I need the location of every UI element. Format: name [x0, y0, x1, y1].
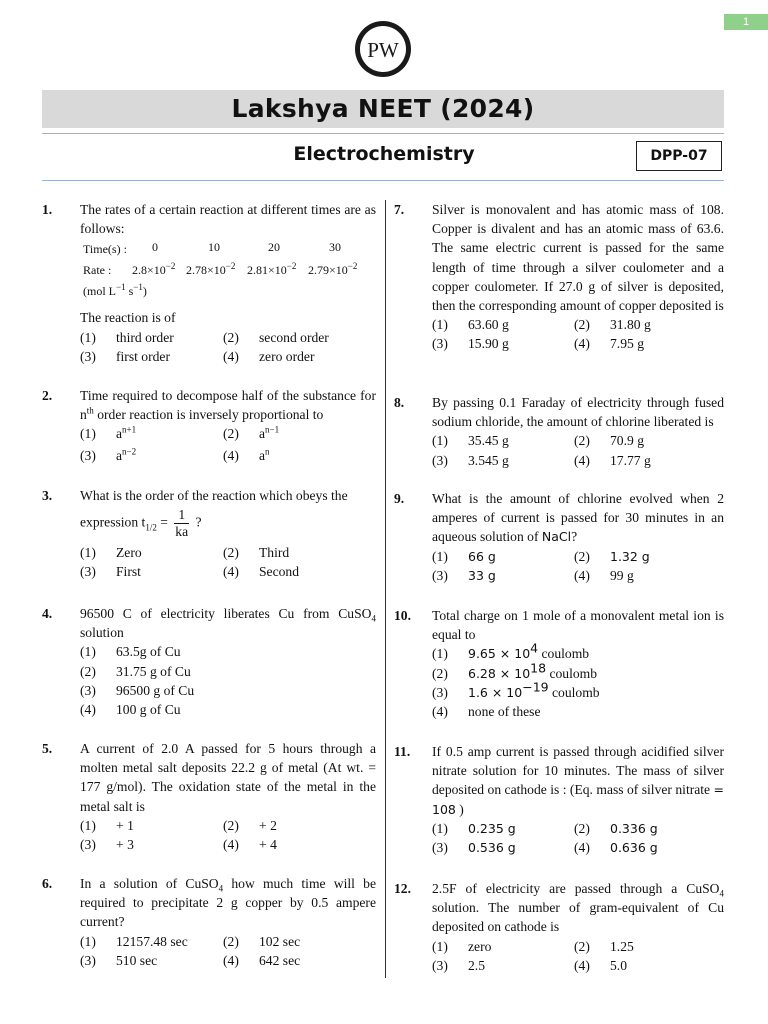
question-number: 12. — [394, 881, 411, 896]
question-5 — [42, 739, 376, 854]
table-cell: $2.78\times 10^{-2}$ — [186, 261, 236, 278]
options: (1) + 1 (2) + 2 (3) + 3 (4) + 4 — [80, 816, 376, 854]
question-number: 6. — [42, 876, 53, 891]
question-number: 1. — [42, 202, 53, 217]
table-cell: 0 — [152, 240, 158, 255]
option-2[interactable]: 1.32 g — [610, 548, 650, 564]
options: (1) third order (2) second order (3) first order (4) zero order — [80, 328, 376, 366]
question-number: 3. — [42, 488, 53, 503]
option-2[interactable]: $a^{n-1}$ — [259, 424, 280, 442]
subject-heading: Electrochemistry — [293, 143, 475, 165]
document-title: Lakshya NEET (2024) — [231, 94, 535, 123]
question-text: Total charge on 1 mole of a monovalent metal ion is equal to — [432, 608, 724, 643]
logo-text: PW — [367, 38, 399, 62]
option-1[interactable]: Zero — [116, 545, 142, 561]
options: (1) $a^{n+1}$ (2) $a^{n-1}$ (3) $a^{n-2}$ (4) $a^n$ — [80, 424, 376, 464]
options: (1) 12157.48 sec (2) 102 sec (3) 510 sec (4) 642 sec — [80, 932, 376, 970]
option-1[interactable]: 63.5g of Cu — [116, 644, 181, 660]
option-3[interactable]: 96500 g of Cu — [116, 682, 195, 698]
option-3[interactable]: 15.90 g — [468, 336, 509, 352]
question-number: 10. — [394, 608, 411, 623]
question-7 — [394, 200, 724, 354]
option-3[interactable]: first order — [116, 348, 170, 364]
question-4 — [42, 604, 376, 719]
option-4[interactable]: 99 g — [610, 567, 634, 583]
question-number: 7. — [394, 202, 405, 217]
divider-bottom — [42, 180, 724, 181]
option-4[interactable]: $a^n$ — [259, 446, 270, 463]
options: (1) Zero (2) Third (3) First (4) Second — [80, 543, 376, 581]
question-12 — [394, 879, 724, 975]
question-text: Time required to decompose half of the substance for $n^{th}$ order reaction is inversely proportional to — [80, 388, 376, 423]
option-1[interactable]: + 1 — [116, 817, 134, 833]
option-3[interactable]: $a^{n-2}$ — [116, 446, 137, 463]
options: (1) $9.65 \times 10^4$ coulomb (2) $6.28 \times 10^{18}$ coulomb (3) $1.6 \times 10^{-19}$ coulomb (4) none of these — [432, 644, 724, 721]
option-4[interactable]: Second — [259, 564, 300, 580]
option-2[interactable]: second order — [259, 329, 329, 345]
option-2[interactable]: 31.75 g of Cu — [116, 663, 191, 679]
table-cell: 30 — [329, 240, 341, 255]
question-text: If 0.5 amp current is passed through acidified silver nitrate solution for 10 minutes. The mass of silver deposited on cathode is : (Eq. mass of silver nitrate = 108 ) — [432, 744, 724, 817]
question-1 — [42, 200, 376, 366]
option-1[interactable]: third order — [116, 329, 174, 345]
question-9 — [394, 489, 724, 585]
option-1[interactable]: $9.65 \times 10^4$ coulomb — [468, 640, 590, 662]
question-number: 2. — [42, 388, 53, 403]
option-1[interactable]: 66 g — [468, 548, 496, 564]
option-2[interactable]: 102 sec — [259, 933, 301, 949]
question-number: 9. — [394, 491, 405, 506]
option-2[interactable]: Third — [259, 545, 290, 561]
option-4[interactable]: zero order — [259, 348, 315, 364]
question-text: Silver is monovalent and has atomic mass of 108. Copper is divalent and has an atomic mass of 63.6. The same electric current is passed for the same length of time through a silver coulometer and a copper coulometer. If 27.0 g of silver is deposited, then the corresponding amount of copper deposited is — [432, 202, 724, 314]
option-2[interactable]: + 2 — [259, 817, 277, 833]
option-3[interactable]: + 3 — [116, 837, 134, 852]
option-1[interactable]: 35.45 g — [468, 433, 509, 449]
divider-top — [42, 133, 724, 134]
option-1[interactable]: 0.235 g — [468, 820, 516, 836]
option-4[interactable]: 5.0 — [610, 957, 627, 973]
options: (1) 66 g (2) 1.32 g (3) 33 g (4) 99 g — [432, 547, 724, 585]
question-number: 8. — [394, 395, 405, 410]
question-number: 5. — [42, 741, 53, 756]
option-4[interactable]: 642 sec — [259, 952, 301, 968]
option-4[interactable]: none of these — [468, 703, 541, 719]
time-label: Time(s) : — [83, 242, 127, 257]
option-2[interactable]: 0.336 g — [610, 820, 658, 836]
option-2[interactable]: 1.25 — [610, 938, 634, 954]
option-4[interactable]: + 4 — [259, 837, 277, 852]
question-text: In a solution of CuSO$_4$ how much time will be required to precipitate 2 g copper by 0.5 ampere current? — [80, 876, 376, 930]
option-2[interactable]: 70.9 g — [610, 433, 644, 449]
rate-unit: (mol $L^{-1}$ $s^{-1}$) — [83, 282, 147, 299]
pw-logo-icon — [354, 20, 412, 78]
options: (1) 63.60 g (2) 31.80 g (3) 15.90 g (4) 7.95 g — [432, 315, 724, 353]
question-text: What is the order of the reaction which obeys the — [80, 488, 348, 503]
option-4[interactable]: 100 g of Cu — [116, 701, 181, 717]
title-banner — [42, 90, 724, 128]
options: (1) zero (2) 1.25 (3) 2.5 (4) 5.0 — [432, 937, 724, 975]
option-4[interactable]: 0.636 g — [610, 840, 658, 855]
option-2[interactable]: 31.80 g — [610, 317, 651, 333]
table-cell: $2.79\times 10^{-2}$ — [308, 261, 358, 278]
question-text: The reaction is of — [80, 310, 176, 326]
option-3[interactable]: 33 g — [468, 567, 496, 583]
question-text: The rates of a certain reaction at different times are as follows: — [80, 202, 376, 237]
question-3 — [42, 486, 376, 582]
option-1[interactable]: 63.60 g — [468, 317, 509, 333]
question-2 — [42, 386, 376, 465]
dpp-label: DPP-07 — [636, 141, 722, 171]
question-text: A current of 2.0 A passed for 5 hours through a molten metal salt deposits 22.2 g of metal (At wt. = 177 g/mol). The oxidation state of the metal in the metal salt is — [80, 741, 376, 814]
question-number: 11. — [394, 744, 411, 759]
table-cell: $2.8\times 10^{-2}$ — [132, 261, 176, 278]
question-10 — [394, 606, 724, 721]
table-cell: 20 — [268, 240, 280, 255]
option-3[interactable]: 0.536 g — [468, 840, 516, 855]
option-4[interactable]: 7.95 g — [610, 336, 644, 352]
option-1[interactable]: zero — [468, 938, 492, 954]
question-text: 96500 C of electricity liberates Cu from CuSO$_4$ solution — [80, 606, 376, 641]
option-3[interactable]: 510 sec — [116, 952, 158, 968]
rate-table — [80, 238, 376, 298]
question-text: 2.5F of electricity are passed through a CuSO$_4$ solution. The number of gram-equivalent of Cu deposited on cathode is — [432, 881, 724, 935]
options: (1) 0.235 g (2) 0.336 g (3) 0.536 g (4) 0.636 g — [432, 819, 724, 857]
options: (1) 35.45 g (2) 70.9 g (3) 3.545 g (4) 17.77 g — [432, 431, 724, 469]
question-number: 4. — [42, 606, 53, 621]
table-cell: $2.81\times 10^{-2}$ — [247, 261, 297, 278]
fraction: $\frac{1}{ka}$ — [175, 507, 189, 540]
question-text: By passing 0.1 Faraday of electricity through fused sodium chloride, the amount of chlorine liberated is — [432, 395, 724, 430]
question-6 — [42, 874, 376, 970]
question-8 — [394, 393, 724, 470]
rate-label: Rate : — [83, 263, 112, 278]
option-1[interactable]: 12157.48 sec — [116, 933, 188, 949]
expression: expression $t_{1/2}$ = $\frac{1}{ka}$ ? — [80, 507, 202, 540]
question-11 — [394, 742, 724, 857]
options: (1) 63.5g of Cu (2) 31.75 g of Cu (3) 96500 g of Cu (4) 100 g of Cu — [80, 642, 376, 719]
option-2[interactable]: $6.28 \times 10^{18}$ coulomb — [468, 660, 598, 681]
column-divider — [385, 200, 386, 978]
option-4[interactable]: 17.77 g — [610, 452, 651, 468]
page-number: 1 — [724, 14, 768, 30]
option-3[interactable]: $1.6 \times 10^{-19}$ coulomb — [468, 679, 600, 700]
option-3[interactable]: 2.5 — [468, 957, 485, 973]
table-cell: 10 — [208, 240, 220, 255]
option-3[interactable]: 3.545 g — [468, 452, 509, 468]
option-1[interactable]: $a^{n+1}$ — [116, 424, 137, 442]
option-3[interactable]: First — [116, 564, 141, 580]
question-text: What is the amount of chlorine evolved when 2 amperes of current is passed for 30 minutes in an aqueous solution of NaCl? — [432, 491, 724, 545]
